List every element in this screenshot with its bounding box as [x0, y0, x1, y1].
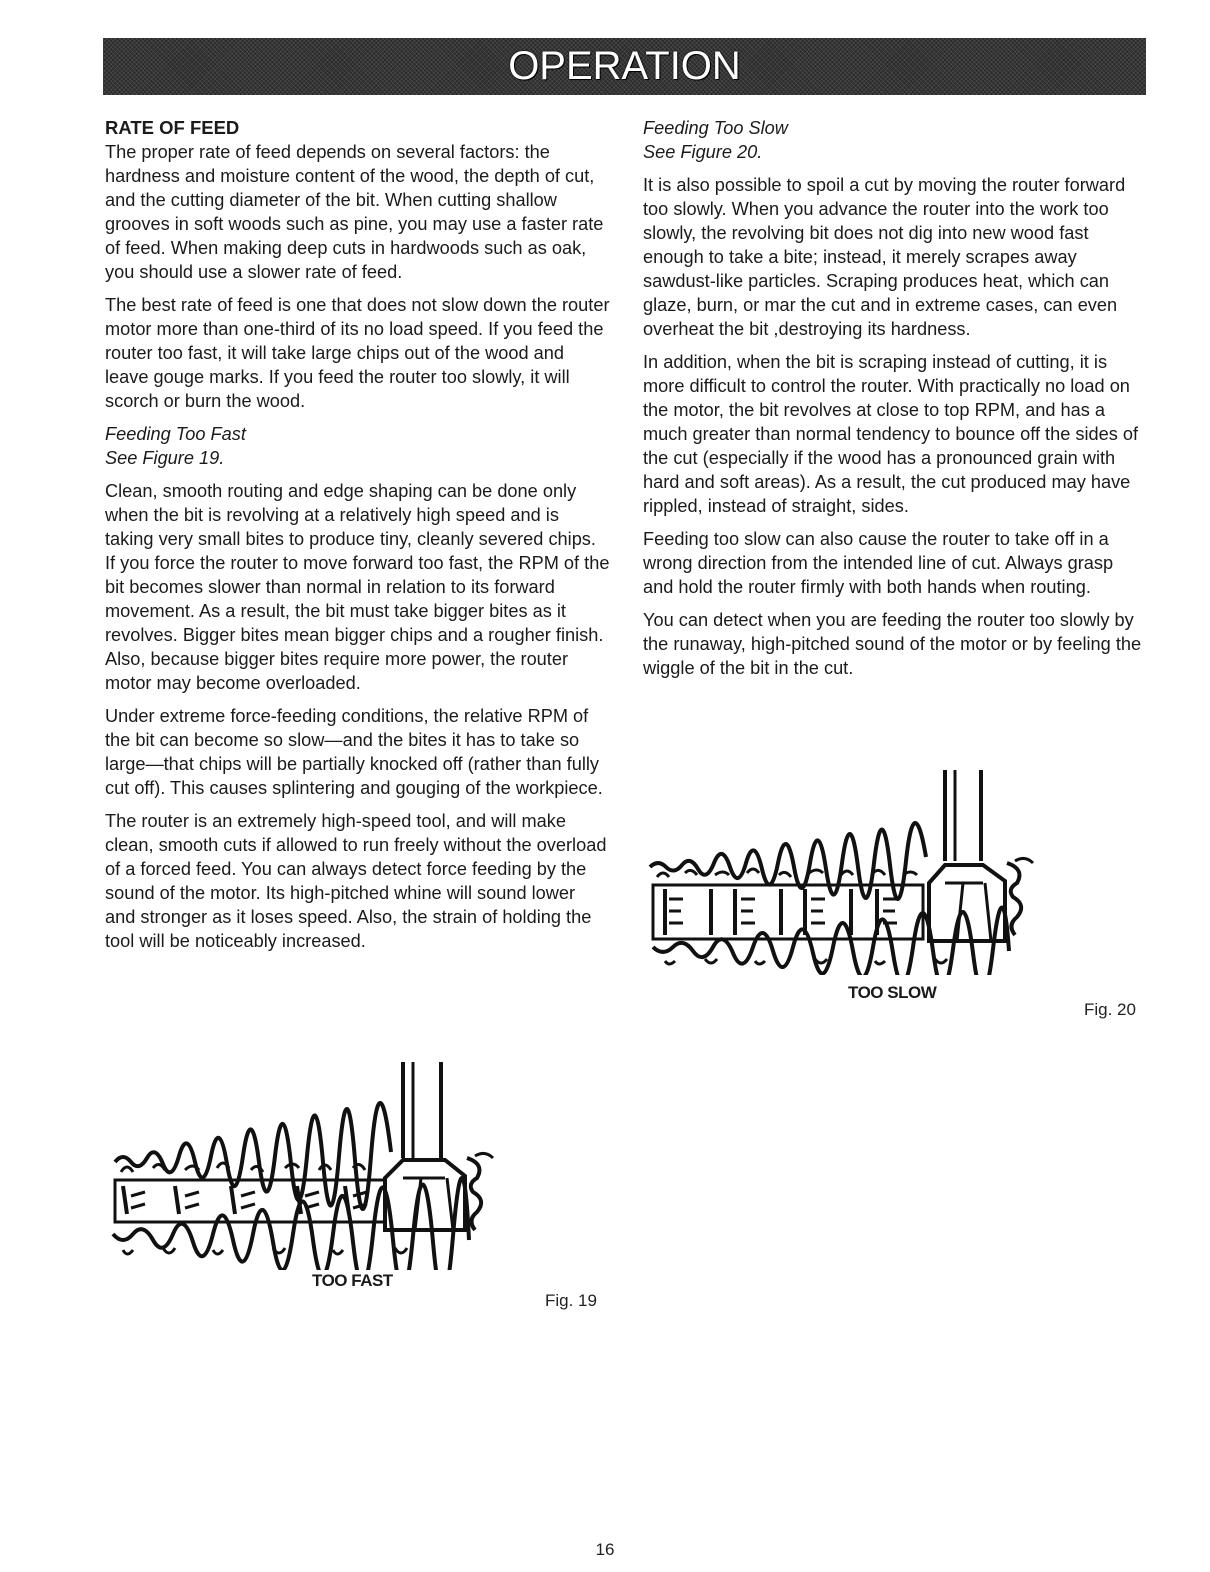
- paragraph: You can detect when you are feeding the router too slowly by the runaway, high-pitched sound of the motor or by feeling the wiggle of the bit in the cut.: [643, 610, 1142, 678]
- figure-20-label: Fig. 20: [1084, 1000, 1136, 1019]
- paragraph: The proper rate of feed depends on several factors: the hardness and moisture content of the wood, the depth of cut, and the cutting diameter of the bit. When cutting shallow grooves in soft woods such as pine, you may use a faster rate of feed. When making deep cuts in hardwoods such as oak, you should use a slower rate of feed.: [105, 142, 604, 282]
- feeding-too-slow-subheading: Feeding Too Slow: [643, 118, 788, 138]
- figure-19-reference: See Figure 19.: [105, 448, 225, 468]
- rate-of-feed-heading: RATE OF FEED: [105, 117, 240, 138]
- router-bit-too-slow-icon: [645, 765, 1045, 975]
- figure-19-illustration: [105, 1058, 505, 1270]
- paragraph: The best rate of feed is one that does not slow down the router motor more than one-third of its no load speed. If you feed the router too fast, it will take large chips out of the wood and leave gouge marks. If you feed the router too slowly, it will scorch or burn the wood.: [105, 295, 610, 411]
- feeding-too-fast-subheading: Feeding Too Fast: [105, 424, 246, 444]
- figure-19-label: Fig. 19: [545, 1291, 597, 1310]
- section-banner: [103, 38, 1146, 95]
- paragraph: Clean, smooth routing and edge shaping can be done only when the bit is revolving at a relatively high speed and is taking very small bites to produce tiny, cleanly severed chips. If you force the router to move forward too fast, the RPM of the bit becomes slower than normal in relation to its forward movement. As a result, the bit must take bigger bites as it revolves. Bigger bites mean bigger chips and a rougher finish. Also, because bigger bites require more power, the router motor may become overloaded.: [105, 481, 610, 693]
- page-number: 16: [595, 1540, 615, 1559]
- paragraph: Feeding too slow can also cause the router to take off in a wrong direction from the intended line of cut. Always grasp and hold the router firmly with both hands when routing.: [643, 529, 1114, 597]
- right-column: [643, 116, 1148, 689]
- figure-19-caption: TOO FAST: [312, 1271, 393, 1290]
- paragraph: In addition, when the bit is scraping instead of cutting, it is more difficult to control the router. With practically no load on the motor, the bit revolves at close to top RPM, and has a much greater than normal tendency to bounce off the sides of the cut (especially if the wood has a pronounced grain with hard and soft areas). As a result, the cut produced may have rippled, instead of straight, sides.: [643, 352, 1139, 516]
- paragraph: The router is an extremely high-speed tool, and will make clean, smooth cuts if allowed to run freely without the overload of a forced feed. You can always detect force feeding by the sound of the motor. Its high-pitched whine will sound lower and stronger as it loses speed. Also, the strain of holding the tool will be noticeably increased.: [105, 811, 607, 951]
- figure-20-illustration: [645, 765, 1045, 975]
- paragraph: Under extreme force-feeding conditions, the relative RPM of the bit can become so slow—and the bites it has to take so large—that chips will be partially knocked off (rather than fully cut off). This causes splintering and gouging of the workpiece.: [105, 706, 603, 798]
- paragraph: It is also possible to spoil a cut by moving the router forward too slowly. When you advance the router into the work too slowly, the revolving bit does not dig into new wood fast enough to take a bite; instead, it merely scrapes away sawdust-like particles. Scraping produces heat, which can glaze, burn, or mar the cut and in extreme cases, can even overheat the bit ,destroying its hardness.: [643, 175, 1126, 339]
- section-title: OPERATION: [508, 44, 741, 88]
- figure-20-reference: See Figure 20.: [643, 142, 763, 162]
- figure-20-caption: TOO SLOW: [848, 983, 937, 1002]
- left-column: [105, 116, 610, 962]
- router-bit-too-fast-icon: [105, 1058, 505, 1270]
